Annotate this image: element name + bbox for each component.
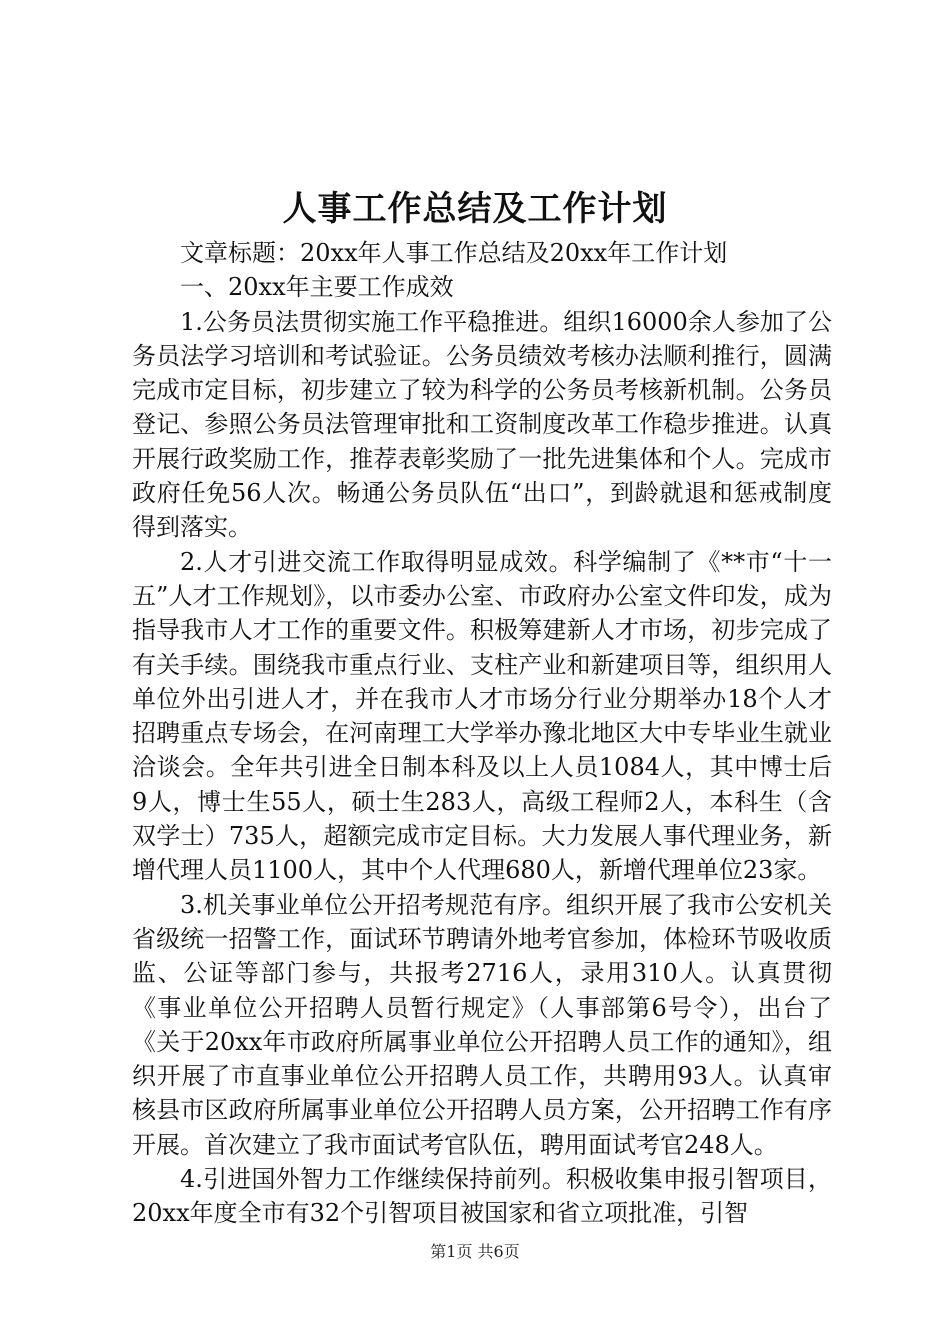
paragraph-3: 3.机关事业单位公开招考规范有序。组织开展了我市公安机关省级统一招警工作，面试环节聘请外地考官参加，体检环节吸收质监、公证等部门参与，共报考2716人，录用310人。认真贯彻《事业单位公开招聘人员暂行规定》（人事部第6号令），出台了《关于20xx年市政府所属事业单位公开招聘人员工作的通知》，组织开展了市直事业单位公开招聘人员工作，共聘用93人。认真审核县市区政府所属事业单位公开招聘人员方案，公开招聘工作有序开展。首次建立了我市面试考官队伍，聘用面试考官248人。 [132, 890, 832, 1159]
page-footer: 第1页 共6页 [430, 1242, 520, 1261]
paragraph-4: 4.引进国外智力工作继续保持前列。积极收集申报引智项目，20xx年度全市有32个引智项目被国家和省立项批准，引智 [132, 1165, 832, 1228]
article-title-line: 文章标题：20xx年人事工作总结及20xx年工作计划 [180, 239, 728, 267]
document-title: 人事工作总结及工作计划 [282, 189, 668, 229]
section-heading: 一、20xx年主要工作成效 [180, 273, 454, 302]
paragraph-1: 1.公务员法贯彻实施工作平稳推进。组织16000余人参加了公务员法学习培训和考试验证。公务员绩效考核办法顺利推行，圆满完成市定目标，初步建立了较为科学的公务员考核新机制。公务员登记、参照公务员法管理审批和工资制度改革工作稳步推进。认真开展行政奖励工作，推荐表彰奖励了一批先进集体和个人。完成市政府任免56人次。畅通公务员队伍“出口”，到龄就退和惩戒制度得到落实。 [132, 307, 832, 542]
document-body [132, 236, 832, 1231]
paragraph-2: 2.人才引进交流工作取得明显成效。科学编制了《**市“十一五”人才工作规划》，以市委办公室、市政府办公室文件印发，成为指导我市人才工作的重要文件。积极筹建新人才市场，初步完成了有关手续。围绕我市重点行业、支柱产业和新建项目等，组织用人单位外出引进人才，并在我市人才市场分行业分期举办18个人才招聘重点专场会，在河南理工大学举办豫北地区大中专毕业生就业洽谈会。全年共引进全日制本科及以上人员1084人，其中博士后9人，博士生55人，硕士生283人，高级工程师2人，本科生（含双学士）735人，超额完成市定目标。大力发展人事代理业务，新增代理人员1100人，其中个人代理680人，新增代理单位23家。 [132, 547, 832, 885]
